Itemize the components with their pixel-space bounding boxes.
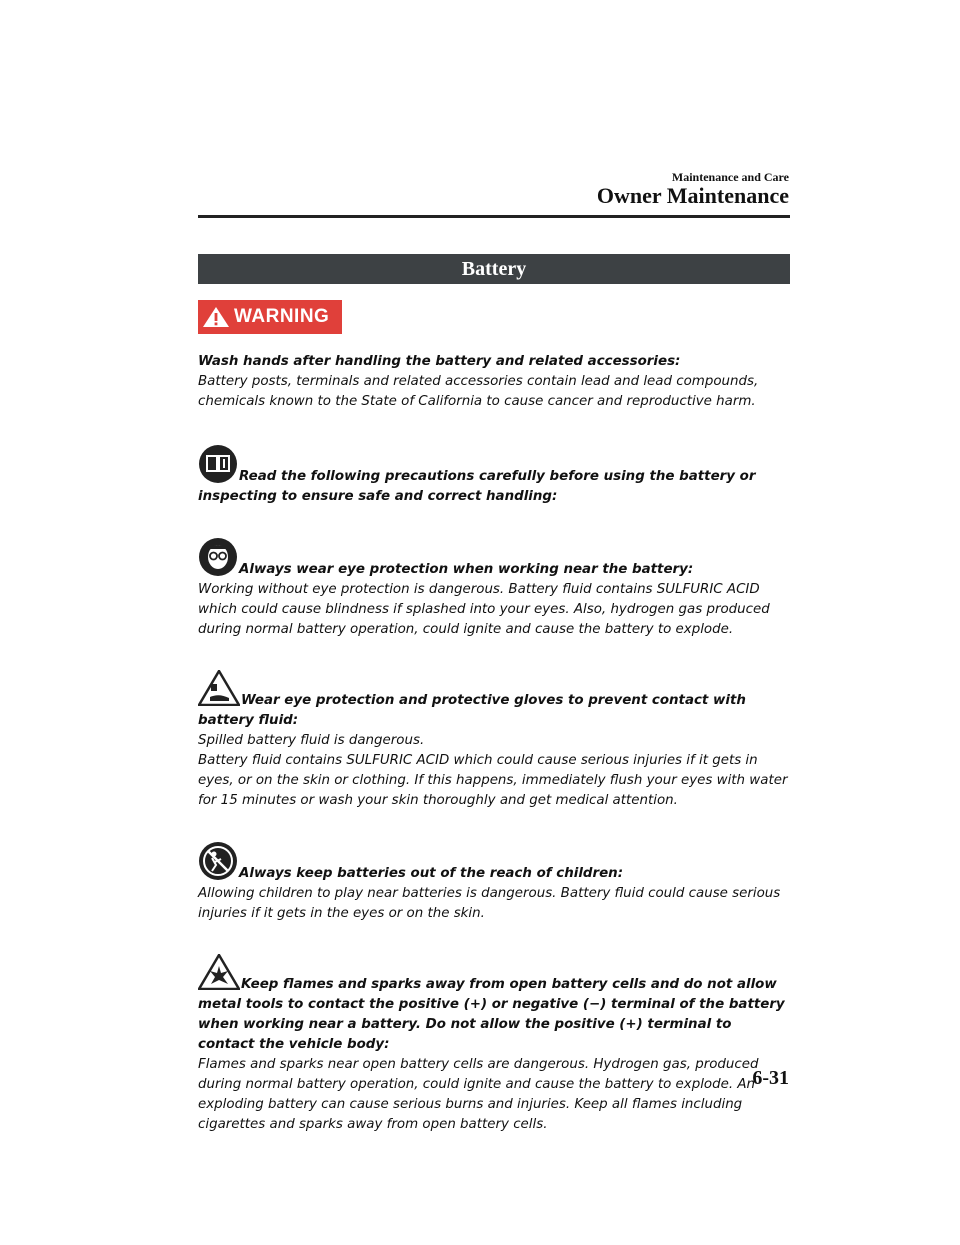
item-heading: Keep flames and sparks away from open battery cells and do not allow metal tools to contact the positive (+) or negative (−) terminal of the battery when working near a battery. Do not allow the positive (+) terminal to contact the vehicle body:: [198, 977, 785, 1052]
warning-badge: [198, 300, 342, 334]
item-heading: Always keep batteries out of the reach of children:: [239, 866, 624, 881]
warning-triangle-icon: [202, 306, 230, 328]
eye-protection-icon: [198, 537, 238, 577]
header-divider: [198, 215, 790, 218]
warning-content: [198, 352, 790, 1163]
item-heading: Read the following precautions carefully before using the battery or inspecting to ensure safe and correct handling:: [198, 469, 756, 504]
item-heading: Wear eye protection and protective gloves to prevent contact with battery fluid:: [198, 693, 746, 728]
keep-away-children-icon: [198, 841, 238, 881]
corrosive-hazard-icon: [198, 670, 240, 706]
explosion-hazard-icon: [198, 954, 240, 990]
chapter-title: Owner Maintenance: [596, 183, 789, 208]
item-body: Working without eye protection is dangerous. Battery fluid contains SULFURIC ACID which could cause blindness if splashed into your eyes. Also, hydrogen gas produced during normal battery operation, could ignite and cause the battery to explode.: [198, 582, 770, 637]
warning-item-children: [198, 841, 790, 924]
section-title: Battery: [198, 254, 790, 284]
page-number: 6-31: [752, 1067, 789, 1089]
item-body: Battery posts, terminals and related accessories contain lead and lead compounds, chemicals known to the State of California to cause cancer and reproductive harm.: [198, 374, 759, 409]
item-body: Spilled battery fluid is dangerous. Battery fluid contains SULFURIC ACID which could cause serious injuries if it gets in eyes, or on the skin or clothing. If this happens, immediately flush your eyes with water for 15 minutes or wash your skin thoroughly and get medical attention.: [198, 733, 788, 808]
warning-label: WARNING: [234, 306, 330, 327]
item-heading: Always wear eye protection when working near the battery:: [239, 562, 694, 577]
warning-item-lead: [198, 352, 790, 412]
owner-manual-icon: [198, 444, 238, 484]
item-body: Allowing children to play near batteries is dangerous. Battery fluid could cause serious injuries if it gets in the eyes or on the skin.: [198, 886, 781, 921]
warning-item-read-manual: [198, 444, 790, 507]
warning-item-flames-sparks: [198, 954, 790, 1135]
item-body: Flames and sparks near open battery cells are dangerous. Hydrogen gas, produced during normal battery operation, could ignite and cause the battery to explode. An exploding battery can cause serious burns and injuries. Keep all flames including cigarettes and sparks away from open battery cells.: [198, 1057, 759, 1132]
item-heading: Wash hands after handling the battery and related accessories:: [198, 354, 681, 369]
warning-item-battery-fluid: [198, 670, 790, 811]
warning-item-eye-protection: [198, 537, 790, 640]
chapter-subtitle: Maintenance and Care: [671, 170, 789, 184]
